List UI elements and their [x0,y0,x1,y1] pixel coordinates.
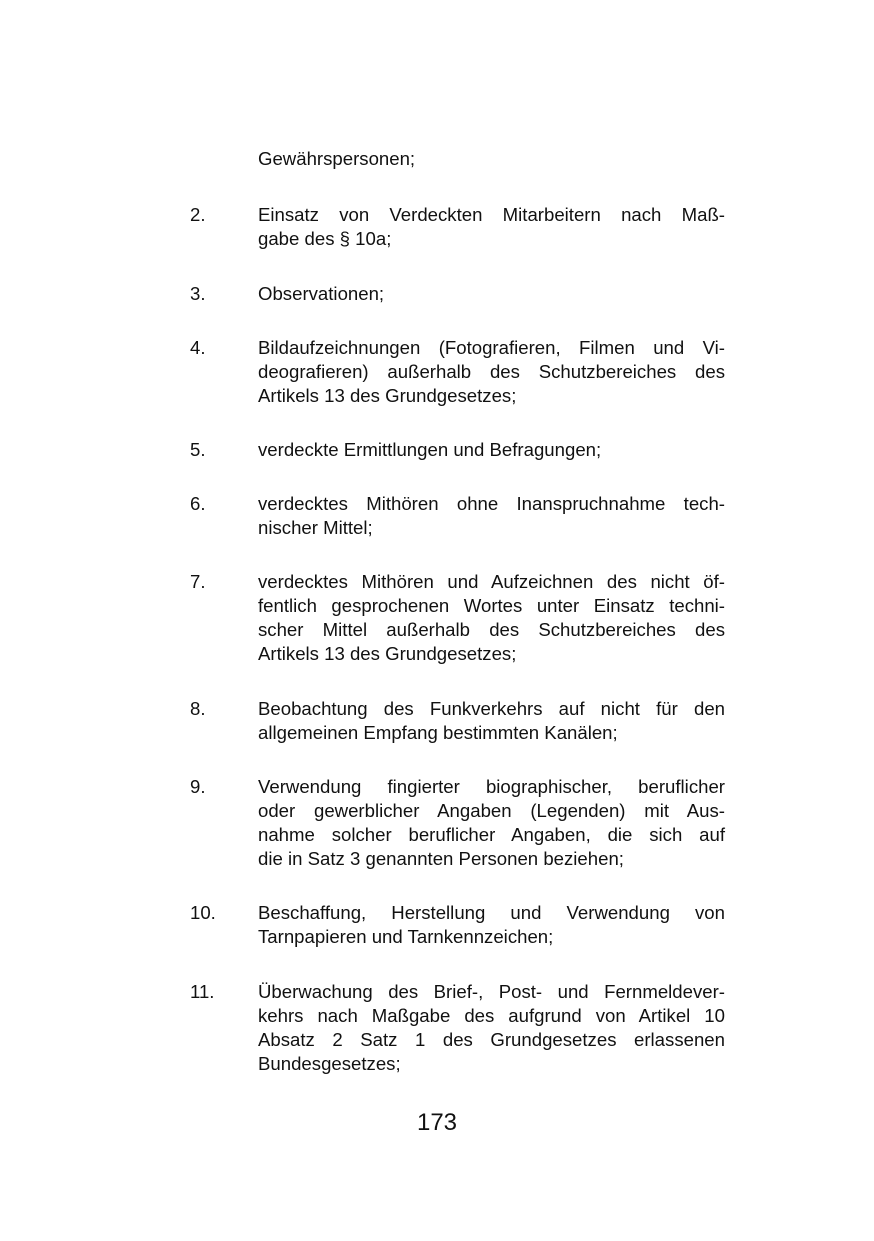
page-number: 173 [416,1109,458,1136]
item-line: scher Mittel außerhalb des Schutzbereiches des [258,619,725,640]
item-number: 9. [190,776,206,797]
item-line: Überwachung des Brief-, Post- und Fernmeldever- [258,981,725,1002]
item-number: 2. [190,204,206,225]
item-line: verdecktes Mithören und Aufzeichnen des nicht öf- [258,571,725,592]
item-text [258,697,725,745]
item-line: Beschaffung, Herstellung und Verwendung von [258,902,725,923]
item-line: gabe des § 10a; [258,228,392,249]
item-number: 11. [190,981,215,1002]
item-line: verdeckte Ermittlungen und Befragungen; [258,439,602,460]
item-line: die in Satz 3 genannten Personen beziehen; [258,848,624,869]
item-line: Artikels 13 des Grundgesetzes; [258,643,517,664]
item-text [258,901,725,949]
item-line: Artikels 13 des Grundgesetzes; [258,385,517,406]
item-line: Absatz 2 Satz 1 des Grundgesetzes erlassenen [258,1029,725,1050]
item-line: Verwendung fingierter biographischer, beruflicher [258,776,725,797]
item-text [258,775,725,871]
item-line: Beobachtung des Funkverkehrs auf nicht für den [258,698,725,719]
item-line: Einsatz von Verdeckten Mitarbeitern nach Maß- [258,204,725,225]
item-text [258,203,725,251]
item-line: nischer Mittel; [258,517,373,538]
item-line: Tarnpapieren und Tarnkennzeichen; [258,926,554,947]
item-text [258,336,725,408]
item-number: 8. [190,698,206,719]
item-number: 5. [190,439,206,460]
item-text [258,282,725,306]
item-line: Observationen; [258,283,385,304]
item-line: Bildaufzeichnungen (Fotografieren, Filmen und Vi- [258,337,725,358]
item-number: 7. [190,571,206,592]
item-line: kehrs nach Maßgabe des aufgrund von Artikel 10 [258,1005,725,1026]
item-line: fentlich gesprochenen Wortes unter Einsatz techni- [258,595,725,616]
item-line: Bundesgesetzes; [258,1053,401,1074]
item-line: allgemeinen Empfang bestimmten Kanälen; [258,722,618,743]
item-text [258,438,725,462]
item-text [258,980,725,1076]
item-line: deografieren) außerhalb des Schutzbereiches des [258,361,725,382]
item-number: 10. [190,902,216,923]
item-number: 4. [190,337,206,358]
item-line: verdecktes Mithören ohne Inanspruchnahme tech- [258,493,725,514]
item-number: 6. [190,493,206,514]
item-number: 3. [190,283,206,304]
item-line: nahme solcher beruflicher Angaben, die sich auf [258,824,725,845]
item-text [258,570,725,666]
item-line: oder gewerblicher Angaben (Legenden) mit Aus- [258,800,725,821]
item-text [258,492,725,540]
continuation-text: Gewährspersonen; [258,148,416,169]
